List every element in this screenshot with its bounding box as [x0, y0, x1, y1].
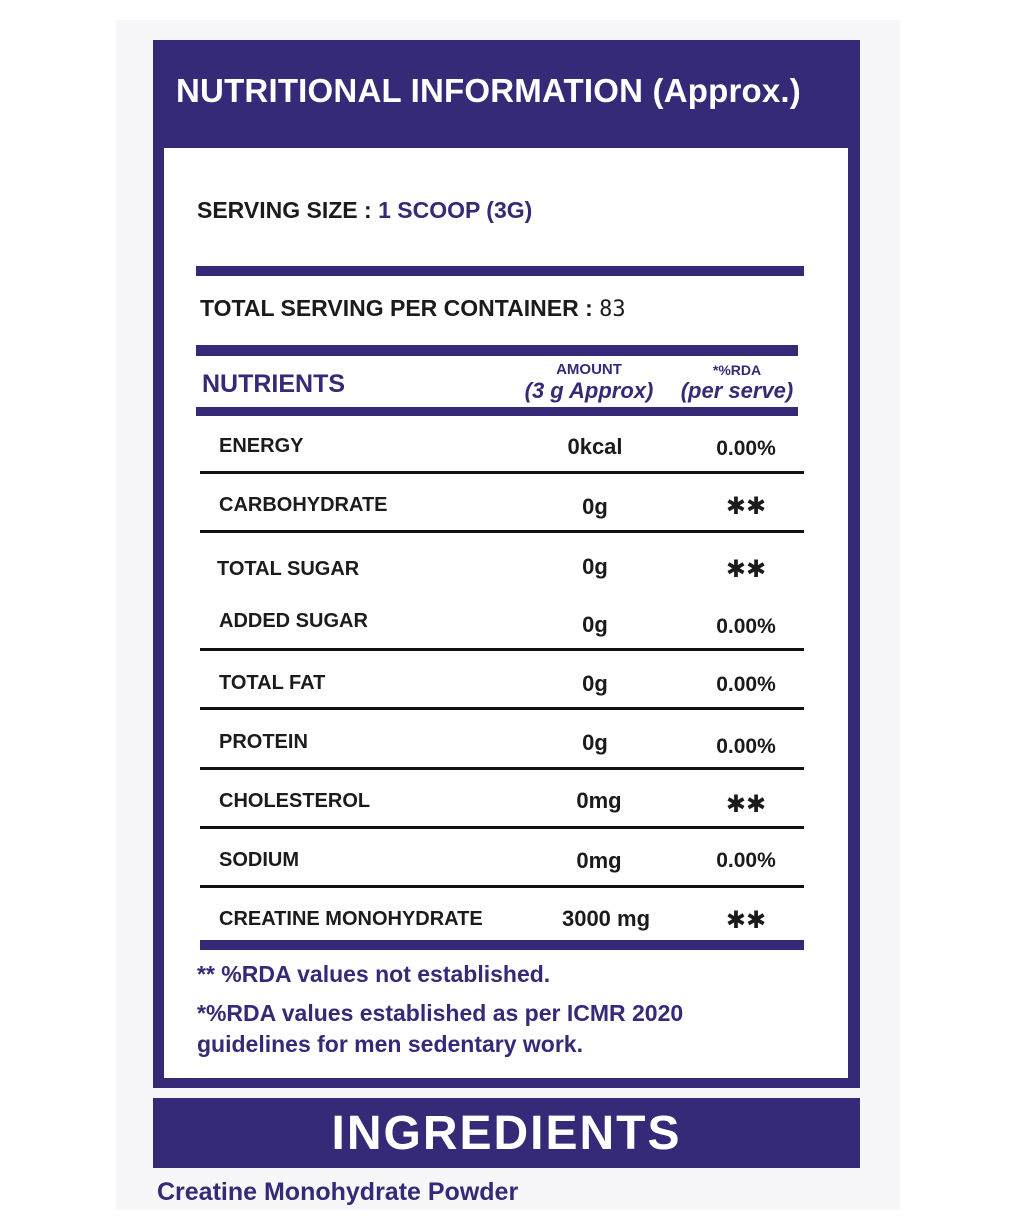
- row-total-sugar-rda: ✱✱: [725, 556, 767, 583]
- serving-size-value: 1 SCOOP (3G): [378, 197, 533, 223]
- nutrients-header: NUTRIENTS: [202, 370, 346, 398]
- row-total-fat-amount: 0g: [582, 671, 608, 696]
- row-protein-name: PROTEIN: [219, 731, 308, 753]
- table-bottom-bar: [200, 940, 804, 950]
- row-protein-amount: 0g: [582, 730, 608, 755]
- row-sodium-rda: 0.00%: [716, 849, 776, 872]
- amount-header-label: AMOUNT: [556, 361, 622, 378]
- servings-per-container-label: TOTAL SERVING PER CONTAINER :: [200, 295, 600, 321]
- row-cholesterol-name: CHOLESTEROL: [219, 790, 371, 812]
- row-carbohydrate-name: CARBOHYDRATE: [219, 494, 388, 516]
- amount-header: [516, 361, 662, 404]
- row-divider: [200, 530, 804, 533]
- rda-header: [670, 362, 804, 404]
- row-creatine-name: CREATINE MONOHYDRATE: [219, 908, 483, 930]
- rda-header-sub: (per serve): [680, 378, 794, 403]
- row-energy-rda: 0.00%: [716, 437, 776, 460]
- row-creatine-amount: 3000 mg: [561, 906, 651, 931]
- row-divider: [200, 826, 804, 829]
- row-cholesterol-rda: ✱✱: [725, 791, 767, 818]
- servings-per-container-value: 83: [599, 297, 626, 322]
- row-added-sugar-amount: 0g: [582, 612, 608, 637]
- row-carbohydrate-rda: ✱✱: [725, 493, 767, 520]
- row-total-sugar-name: TOTAL SUGAR: [217, 558, 360, 580]
- row-divider: [200, 885, 804, 888]
- row-creatine-rda: ✱✱: [725, 907, 767, 934]
- ingredients-title: INGREDIENTS: [331, 1107, 682, 1160]
- row-sodium-amount: 0mg: [576, 848, 622, 873]
- row-divider: [200, 471, 804, 474]
- ingredients-text: Creatine Monohydrate Powder: [157, 1178, 519, 1206]
- rda-header-label: *%RDA: [712, 362, 762, 378]
- row-added-sugar-name: ADDED SUGAR: [219, 610, 368, 632]
- divider-bar: [196, 266, 804, 276]
- row-total-fat-name: TOTAL FAT: [219, 672, 326, 694]
- row-energy-name: ENERGY: [219, 435, 304, 457]
- serving-size: [197, 197, 532, 224]
- footnote-icmr: *%RDA values established as per ICMR 2020 guidelines for men sedentary work.: [197, 1000, 684, 1057]
- serving-size-label: SERVING SIZE :: [197, 197, 379, 223]
- row-cholesterol-amount: 0mg: [576, 788, 622, 813]
- row-total-fat-rda: 0.00%: [716, 673, 776, 696]
- row-total-sugar-amount: 0g: [582, 554, 608, 579]
- row-protein-rda: 0.00%: [716, 735, 776, 758]
- table-header-bar: [196, 407, 798, 416]
- row-divider: [200, 648, 804, 651]
- row-divider: [200, 767, 804, 770]
- row-carbohydrate-amount: 0g: [582, 494, 608, 519]
- servings-per-container: [200, 295, 626, 322]
- row-energy-amount: 0kcal: [567, 434, 623, 459]
- row-divider: [200, 707, 804, 710]
- row-sodium-name: SODIUM: [219, 849, 299, 871]
- table-top-bar: [196, 345, 798, 356]
- nutrition-title: NUTRITIONAL INFORMATION (Approx.): [176, 72, 801, 109]
- footnote-not-established: ** %RDA values not established.: [197, 961, 551, 987]
- amount-header-sub: (3 g Approx): [524, 378, 654, 403]
- row-added-sugar-rda: 0.00%: [716, 615, 776, 638]
